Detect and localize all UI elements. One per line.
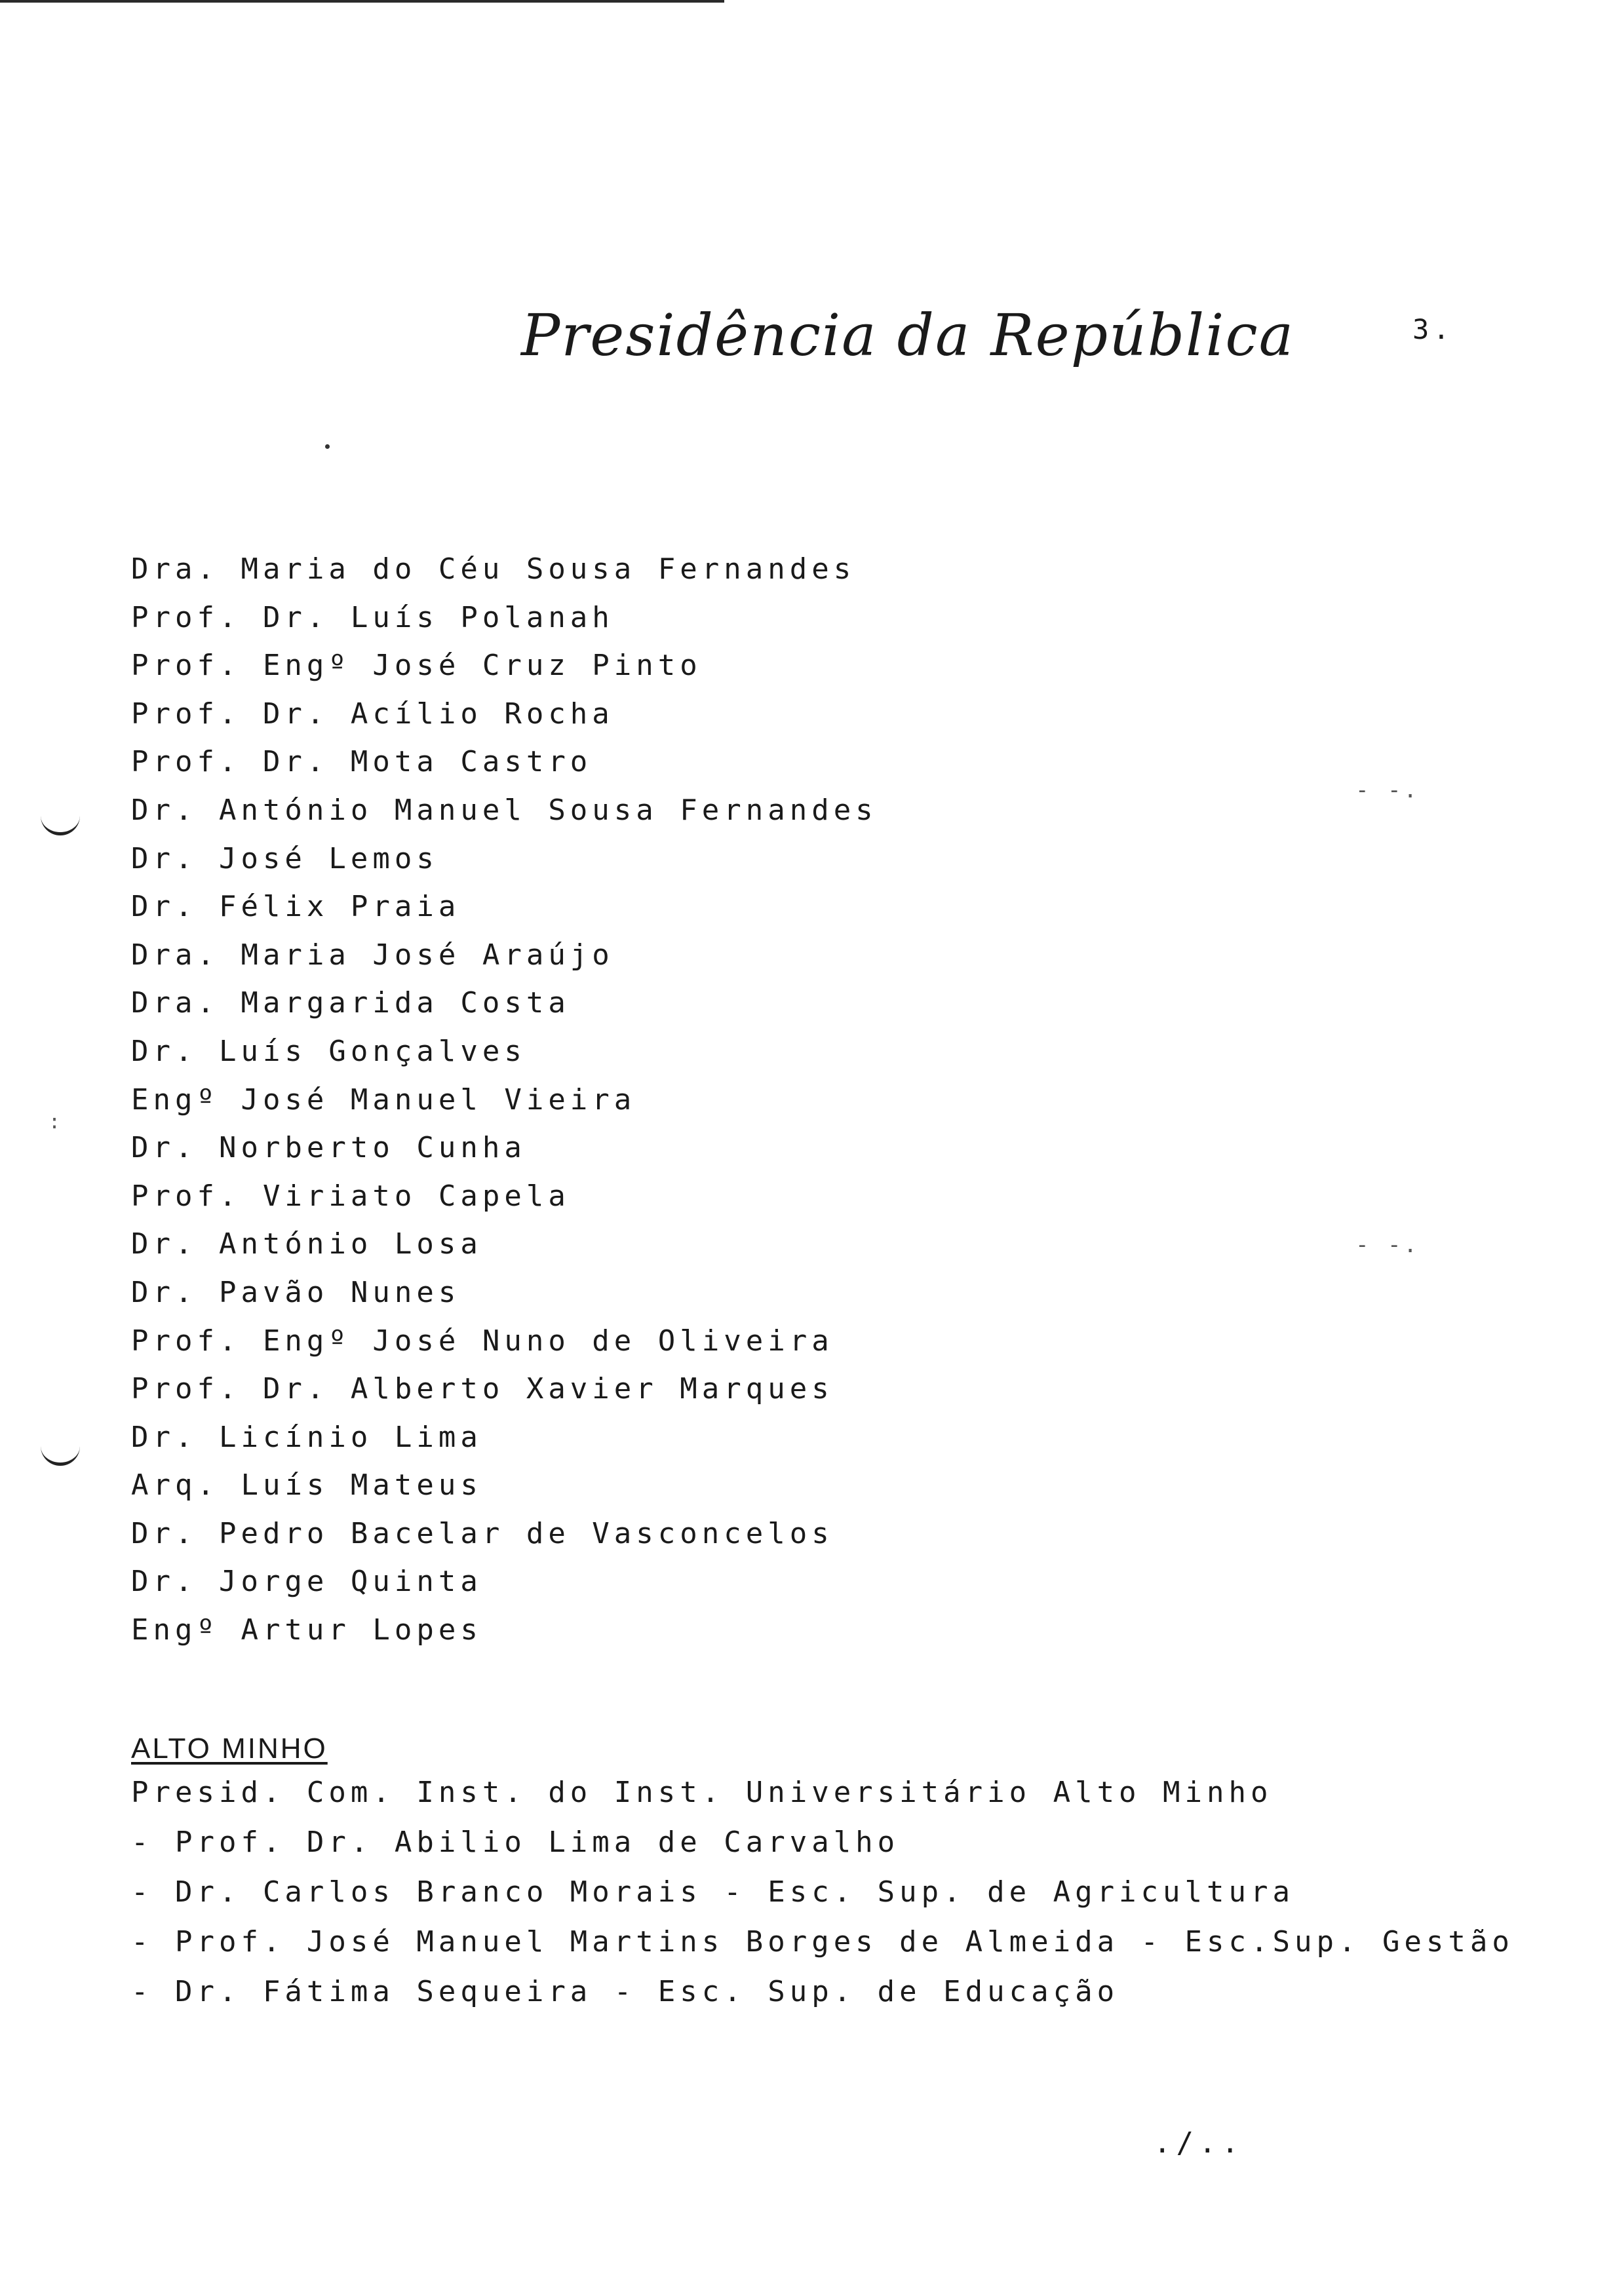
section-heading-alto-minho: ALTO MINHO — [131, 1732, 328, 1765]
list-item: Prof. Dr. Luís Polanah — [131, 600, 614, 634]
list-item: Dra. Maria do Céu Sousa Fernandes — [131, 552, 856, 586]
list-item: Presid. Com. Inst. do Inst. Universitário Alto Minho — [131, 1776, 1273, 1809]
stray-dot — [325, 444, 330, 449]
list-item: Dr. Luís Gonçalves — [131, 1034, 526, 1068]
list-item: - Prof. Dr. Abilio Lima de Carvalho — [131, 1826, 900, 1859]
page-number: 3. — [1412, 313, 1454, 345]
list-item: - Dr. Fátima Sequeira - Esc. Sup. de Educação — [131, 1975, 1119, 2008]
margin-colon-mark: : — [49, 1111, 61, 1134]
list-item: Engº Artur Lopes — [131, 1613, 482, 1647]
names-list — [131, 545, 878, 1655]
list-item: Prof. Engº José Cruz Pinto — [131, 649, 702, 683]
margin-check-mark — [41, 814, 80, 835]
list-item: Prof. Viriato Capela — [131, 1179, 570, 1213]
list-item: Dr. Jorge Quinta — [131, 1565, 482, 1599]
list-item: Dr. Pedro Bacelar de Vasconcelos — [131, 1516, 834, 1550]
list-item: Prof. Dr. Alberto Xavier Marques — [131, 1372, 834, 1406]
list-item: Engº José Manuel Vieira — [131, 1082, 636, 1117]
list-item: Dr. Norberto Cunha — [131, 1131, 526, 1165]
list-item: Dr. Licínio Lima — [131, 1420, 482, 1454]
list-item: Dra. Maria José Araújo — [131, 938, 614, 972]
margin-dash-mark: - -. — [1355, 1232, 1420, 1258]
list-item: Dr. Pavão Nunes — [131, 1275, 461, 1309]
margin-check-mark — [41, 1444, 80, 1466]
letterhead-title: Presidência da República — [521, 301, 1295, 369]
list-item: - Prof. José Manuel Martins Borges de Almeida - Esc.Sup. Gestão — [131, 1925, 1514, 1959]
list-item: Prof. Dr. Acílio Rocha — [131, 697, 614, 731]
list-item: Arq. Luís Mateus — [131, 1468, 482, 1502]
top-rule — [0, 0, 724, 3]
list-item: Dr. Félix Praia — [131, 890, 461, 924]
list-item: Prof. Engº José Nuno de Oliveira — [131, 1324, 834, 1358]
list-item: - Dr. Carlos Branco Morais - Esc. Sup. de Agricultura — [131, 1875, 1294, 1909]
list-item: Prof. Dr. Mota Castro — [131, 745, 593, 779]
continuation-mark: ./.. — [1154, 2126, 1244, 2160]
margin-dash-mark: - -. — [1355, 777, 1420, 803]
list-item: Dr. António Manuel Sousa Fernandes — [131, 793, 878, 827]
list-item: Dra. Margarida Costa — [131, 986, 570, 1020]
alto-minho-list — [131, 1768, 1514, 2017]
list-item: Dr. António Losa — [131, 1227, 482, 1261]
list-item: Dr. José Lemos — [131, 841, 438, 875]
